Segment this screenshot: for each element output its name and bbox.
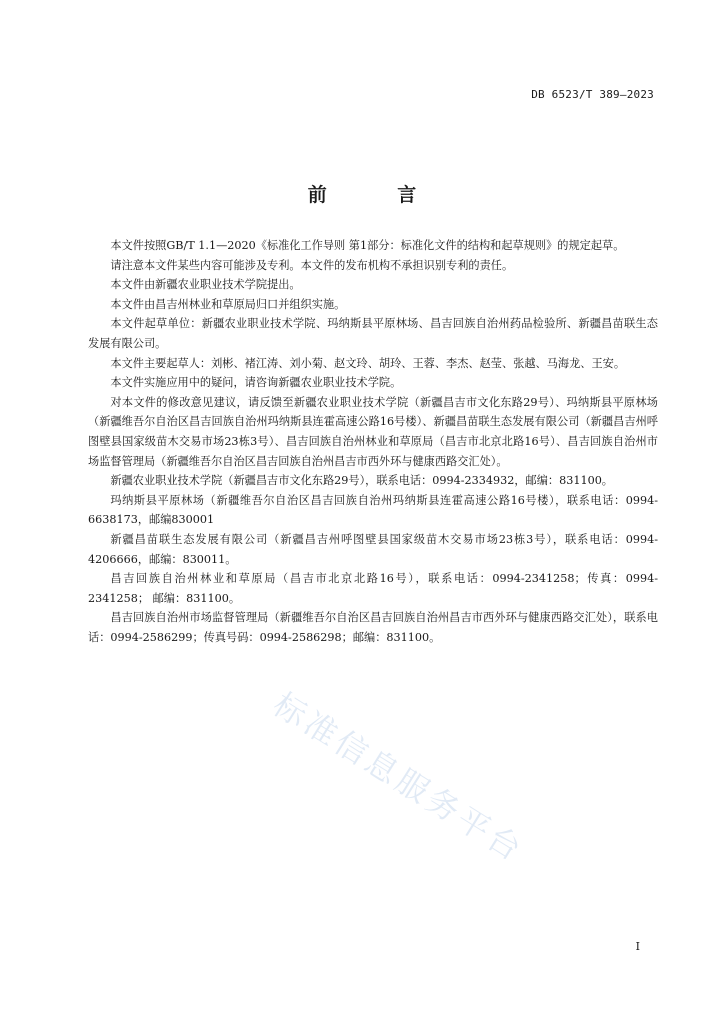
contact-forestry-bureau: 昌吉回族自治州林业和草原局（昌吉市北京北路16号），联系电话：0994-2341258；传真：0994-2341258； 邮编：831100。 (88, 572, 658, 605)
watermark: 标准信息服务平台 (266, 685, 532, 870)
paragraph-drafters: 本文件主要起草人：刘彬、褚江涛、刘小菊、赵文玲、胡玲、王蓉、李杰、赵莹、张越、马海龙、王安。 (110, 356, 626, 370)
paragraph-drafting-rules: 本文件按照GB/T 1.1—2020《标准化工作导则 第1部分：标准化文件的结构和起草规则》的规定起草。 (110, 239, 625, 252)
paragraph-drafting-units: 本文件起草单位：新疆农业职业技术学院、玛纳斯县平原林场、昌吉回族自治州药品检验所、新疆昌苗联生态发展有限公司。 (88, 317, 658, 350)
document-body (88, 236, 658, 647)
page-number: I (635, 940, 640, 953)
paragraph-proposer: 本文件由新疆农业职业技术学院提出。 (110, 278, 301, 292)
contact-ecology-company: 新疆昌苗联生态发展有限公司（新疆昌吉州呼图壁县国家级苗木交易市场23栋3号），联系电话：0994-4206666，邮编：830011。 (88, 532, 658, 566)
contact-market-bureau: 昌吉回族自治州市场监督管理局（新疆维吾尔自治区昌吉回族自治州昌吉市西外环与健康西路交汇处），联系电话：0994-2586299；传真号码：0994-2586298；邮编：831100。 (88, 611, 658, 644)
contact-forest-farm: 玛纳斯县平原林场（新疆维吾尔自治区昌吉回族自治州玛纳斯县连霍高速公路16号楼），联系电话：0994-6638173，邮编830001 (88, 493, 658, 527)
paragraph-feedback: 对本文件的修改意见建议，请反馈至新疆农业职业技术学院（新疆昌吉市文化东路29号）、玛纳斯县平原林场（新疆维吾尔自治区昌吉回族自治州玛纳斯县连霍高速公路16号楼）、新疆昌苗联生态发展有限公司（新疆昌吉州呼图壁县国家级苗木交易市场23栋3号）、昌吉回族自治州林业和草原局（昌吉市北京北路16号）、昌吉回族自治州市场监督管理局（新疆维吾尔自治区昌吉回族自治州昌吉市西外环与健康西路交汇处）。 (88, 395, 658, 468)
standard-code: DB 6523/T 389—2023 (531, 88, 654, 101)
paragraph-patent-notice: 请注意本文件某些内容可能涉及专利。本文件的发布机构不承担识别专利的责任。 (110, 258, 514, 272)
page-title: 前 言 (307, 184, 449, 206)
paragraph-administrator: 本文件由昌吉州林业和草原局归口并组织实施。 (110, 297, 346, 311)
contact-college: 新疆农业职业技术学院（新疆昌吉市文化东路29号），联系电话：0994-2334932，邮编：831100。 (110, 474, 613, 488)
paragraph-inquiry: 本文件实施应用中的疑问，请咨询新疆农业职业技术学院。 (110, 376, 402, 390)
